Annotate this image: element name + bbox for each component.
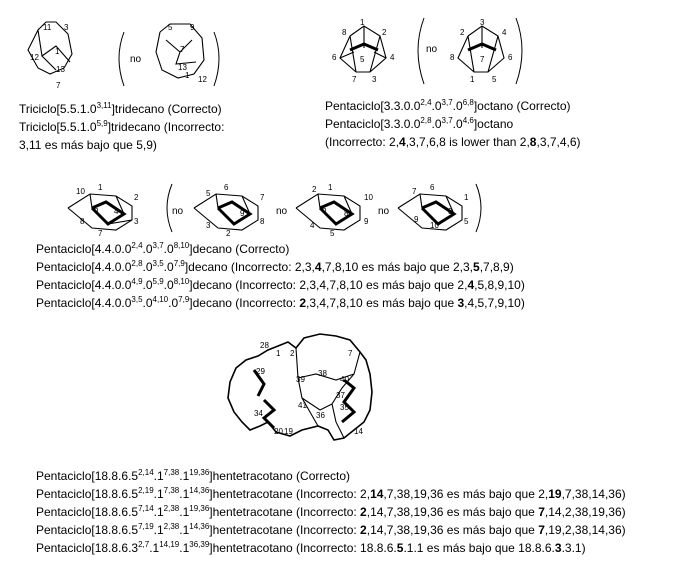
atom-label: 1: [276, 349, 281, 358]
close-parenthesis: [476, 184, 481, 232]
atom-label: 12: [198, 75, 207, 84]
atom-label: 6: [508, 53, 513, 62]
atom-label: 9: [240, 209, 245, 218]
pentacyclodecane-structures: [0, 178, 500, 240]
atom-label: 39: [296, 375, 305, 384]
no-label: no: [426, 44, 438, 55]
atom-label: 20: [274, 427, 283, 436]
no-label: no: [276, 206, 288, 217]
tricyclo-correct-name: Triciclo[5.5.1.0$^{3,11}$]tridecano (Correcto): [19, 101, 222, 116]
atom-label: 5: [206, 189, 211, 198]
atom-label: 10: [430, 221, 439, 230]
atom-label: 8: [260, 217, 265, 226]
atom-label: 5: [330, 229, 335, 238]
atom-label: 6: [94, 205, 99, 214]
tricyclo-incorrect-structure: [156, 23, 207, 84]
atom-label: 37: [336, 391, 345, 400]
atom-label: 1: [328, 183, 333, 192]
close-parenthesis: [214, 32, 219, 86]
atom-label: 5: [492, 75, 497, 84]
atom-label: 7: [480, 55, 485, 64]
atom-label: 1: [185, 71, 190, 80]
atom-label: 4: [114, 207, 119, 216]
atom-label: 7: [260, 193, 265, 202]
atom-label: 40: [340, 375, 349, 384]
pentacyclodecane-incorrect-name-2: Pentaciclo[4.4.0.0$^{4,9}$.0$^{5,9}$.0$^{8,10}$]decano (Incorrecto: 2,3,4,7,8,10 es más bajo que 2,4,5,8,9,10): [36, 277, 525, 292]
atom-label: 7: [56, 81, 61, 90]
atom-label: 7: [412, 187, 417, 196]
atom-label: 4: [310, 221, 315, 230]
atom-label: 6: [224, 183, 229, 192]
atom-label: 7: [348, 349, 353, 358]
atom-label: 2: [312, 185, 317, 194]
atom-label: 2: [226, 229, 231, 238]
atom-label: 19: [284, 427, 293, 436]
atom-label: 10: [364, 193, 373, 202]
no-label: no: [378, 206, 390, 217]
atom-label: 11: [43, 23, 52, 32]
pentacyclodecane-structure-4: [398, 183, 469, 230]
atom-label: 2: [460, 28, 465, 37]
pentacyclooctane-explanation: (Incorrecto: 2,4,3,7,6,8 is lower than 2,8,3,7,4,6): [325, 135, 581, 149]
atom-label: 7: [180, 45, 185, 54]
atom-label: 36: [316, 411, 325, 420]
atom-label: 29: [256, 367, 265, 376]
no-label: no: [172, 206, 184, 217]
atom-label: 14: [354, 427, 363, 436]
hentetracontane-correct-name: Pentaciclo[18.8.6.5$^{2,14}$.1$^{7,38}$.1$^{19,36}$]hentetracotano (Correcto): [36, 468, 351, 483]
atom-label: 35: [340, 403, 349, 412]
atom-label: 3: [448, 207, 453, 216]
atom-label: 5: [360, 55, 365, 64]
tricyclo-explanation: 3,11 es más bajo que 5,9): [19, 138, 157, 152]
open-parenthesis: [418, 18, 424, 84]
pentacyclooctane-incorrect-structure: [450, 18, 513, 84]
hentetracontane-incorrect-name-4: Pentaciclo[18.8.6.3$^{2,7}$.1$^{14,19}$.1$^{36,39}$]hentetracotano (Incorrecto: 18.8.6.5.1.1 es más bajo que 18.8.6.3.3.1): [36, 540, 586, 555]
atom-label: 9: [364, 217, 369, 226]
atom-label: 4: [502, 28, 507, 37]
atom-label: 9: [190, 23, 195, 32]
atom-label: 8: [342, 28, 347, 37]
atom-label: 34: [254, 409, 263, 418]
tricyclo-incorrect-name: Triciclo[5.5.1.0$^{5,9}$]tridecano (Incorrecto:: [19, 119, 225, 134]
atom-label: 9: [414, 215, 419, 224]
atom-label: 2: [290, 349, 295, 358]
atom-label: 13: [178, 63, 187, 72]
atom-label: 28: [260, 341, 269, 350]
no-label: no: [130, 54, 142, 65]
pentacyclooctane-incorrect-name: Pentaciclo[3.3.0.0$^{2,8}$.0$^{3,7}$.0$^{4,6}$]octano: [325, 116, 514, 131]
atom-label: 5: [168, 23, 173, 32]
hentetracontane-incorrect-name-1: Pentaciclo[18.8.6.5$^{2,19}$.1$^{7,38}$.1$^{14,36}$]hentetracotane (Incorrecto: 2,14,7,38,19,36 es más bajo que 2,19,7,38,14,36): [36, 486, 626, 501]
atom-label: 4: [390, 53, 395, 62]
atom-label: 12: [30, 53, 39, 62]
atom-label: 1: [98, 183, 103, 192]
atom-label: 38: [318, 369, 327, 378]
hentetracontane-incorrect-name-2: Pentaciclo[18.8.6.5$^{7,14}$.1$^{2,38}$.1$^{19,36}$]hentetracotane (Incorrecto: 2,14,7,38,19,36 es más bajo que 7,14,2,38,19,36): [36, 504, 626, 519]
atom-label: 6: [430, 183, 435, 192]
atom-label: 13: [56, 65, 65, 74]
pentacyclodecane-incorrect-name-3: Pentaciclo[4.4.0.0$^{3,5}$.0$^{4,10}$.0$^{7,9}$]decano (Incorrecto: 2,3,4,7,8,10 es más bajo que 3,4,5,7,9,10): [36, 295, 525, 310]
tricyclo-structures: [0, 0, 250, 100]
atom-label: 1: [470, 75, 475, 84]
atom-label: 7: [98, 229, 103, 238]
pentacyclodecane-structure-1: [68, 183, 139, 238]
atom-label: 1: [55, 47, 60, 56]
atom-label: 10: [76, 187, 85, 196]
atom-label: 8: [344, 209, 349, 218]
atom-label: 3: [206, 221, 211, 230]
atom-label: 1: [360, 18, 365, 27]
close-parenthesis: [516, 18, 522, 84]
hentetracontane-structure: [220, 326, 400, 466]
pentacyclooctane-correct-structure: [332, 18, 395, 84]
atom-label: 2: [382, 28, 387, 37]
open-parenthesis: [119, 32, 124, 86]
atom-label: 2: [134, 193, 139, 202]
pentacyclodecane-incorrect-name-1: Pentaciclo[4.4.0.0$^{2,8}$.0$^{3,5}$.0$^{7,9}$]decano (Incorrecto: 2,3,4,7,8,10 es más bajo que 2,3,5,7,8,9): [36, 259, 514, 274]
atom-label: 41: [298, 401, 307, 410]
atom-label: 1: [464, 193, 469, 202]
atom-label: 6: [322, 205, 327, 214]
atom-label: 3: [134, 217, 139, 226]
atom-label: 7: [352, 75, 357, 84]
pentacyclooctane-structures: [320, 0, 560, 96]
pentacyclodecane-correct-name: Pentaciclo[4.4.0.0$^{2,4}$.0$^{3,7}$.0$^{8,10}$]decano (Correcto): [36, 241, 290, 256]
atom-label: 8: [80, 217, 85, 226]
tricyclo-correct-structure: [28, 22, 72, 90]
atom-label: 5: [464, 217, 469, 226]
atom-label: 6: [332, 53, 337, 62]
atom-label: 3: [64, 23, 69, 32]
hentetracontane-incorrect-name-3: Pentaciclo[18.8.6.5$^{7,19}$.1$^{2,38}$.1$^{14,36}$]hentetracotane (Incorrecto: 2,14,7,38,19,36 es más bajo que 7,19,2,38,14,36): [36, 522, 626, 537]
atom-label: 3: [372, 75, 377, 84]
pentacyclooctane-correct-name: Pentaciclo[3.3.0.0$^{2,4}$.0$^{3,7}$.0$^{6,8}$]octano (Correcto): [325, 98, 571, 113]
atom-label: 8: [450, 53, 455, 62]
pentacyclodecane-structure-3: [296, 183, 373, 238]
atom-label: 3: [480, 18, 485, 27]
pentacyclodecane-structure-2: [194, 183, 265, 238]
